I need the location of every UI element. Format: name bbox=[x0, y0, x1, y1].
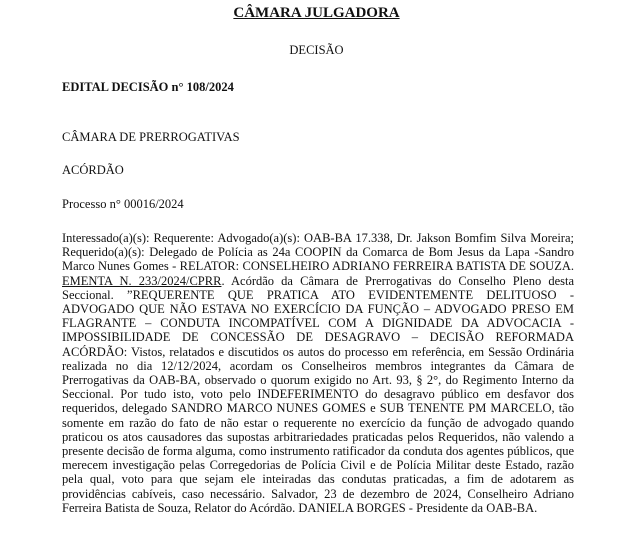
decision-body-part2: . Acórdão da Câmara de Prerrogativas do Conselho Pleno desta Seccional. ”REQUERENTE QUE PRATICA ATO EVIDENTEMENTE DELITUOSO - ADVOGADO QUE NÃO ESTAVA NO EXERCÍCIO DA FUNÇÃO – ADVOGADO PRESO EM FLAGRANTE – CONDUTA INCOMPATÍVEL COM A DIGNIDADE DA ADVOCACIA - IMPOSSIBILIDADE DE CONCESSÃO DE DESAGRAVO – DECISÃO REFORMADA ACÓRDÃO: Vistos, relatados e discutidos os autos do processo em referência, em Sessão Ordinária realizada no dia 12/12/2024, acordam os Conselheiros membros integrantes da Câmara de Prerrogativas da OAB-BA, observado o quorum exigido no Art. 93, § 2°, do Regimento Interno da Seccional. Por tudo isto, voto pelo INDEFERIMENTO do desagravo público em desfavor dos requeridos, delegado SANDRO MARCO NUNES GOMES e SUB TENENTE PM MARCELO, tão somente em razão do fato de não estar o requerente no exercício da função de advogado quando praticou os atos causadores das supostas arbitrariedades praticadas pelos Requeridos, não valendo a presente decisão de forma alguma, como instrumento ratificador da conduta dos agentes públicos, que merecem investigação pelas Corregedorias de Polícia Civil e de Polícia Militar deste Estado, razão pela qual, voto para que sejam ele inteiradas das condutas praticadas, a fim de adotarem as providências cabíveis, caso necessário. Salvador, 23 de dezembro de 2024, Conselheiro Adriano Ferreira Batista de Souza, Relator do Acórdão. DANIELA BORGES - Presidente da OAB-BA. bbox=[62, 273, 574, 515]
decision-body-part1: Interessado(a)(s): Requerente: Advogado(a)(s): OAB-BA 17.338, Dr. Jakson Bomfim Silva Moreira; Requerido(a)(s): Delegado de Polícia as 24a COOPIN da Comarca de Bom Jesus da Lapa -Sandro Marco Nunes Gomes - RELATOR: CONSELHEIRO ADRIANO FERREIRA BATISTA DE SOUZA. bbox=[62, 231, 574, 274]
page-subtitle: DECISÃO bbox=[289, 43, 344, 57]
decision-body bbox=[62, 231, 574, 515]
processo-number: Processo n° 00016/2024 bbox=[62, 197, 184, 211]
edital-title: EDITAL DECISÃO n° 108/2024 bbox=[62, 80, 234, 94]
ementa-reference: EMENTA N. 233/2024/CPRR bbox=[62, 273, 222, 288]
page-title: CÂMARA JULGADORA bbox=[233, 5, 400, 21]
camara-label: CÂMARA DE PRERROGATIVAS bbox=[62, 130, 240, 144]
acordao-label: ACÓRDÃO bbox=[62, 163, 124, 177]
